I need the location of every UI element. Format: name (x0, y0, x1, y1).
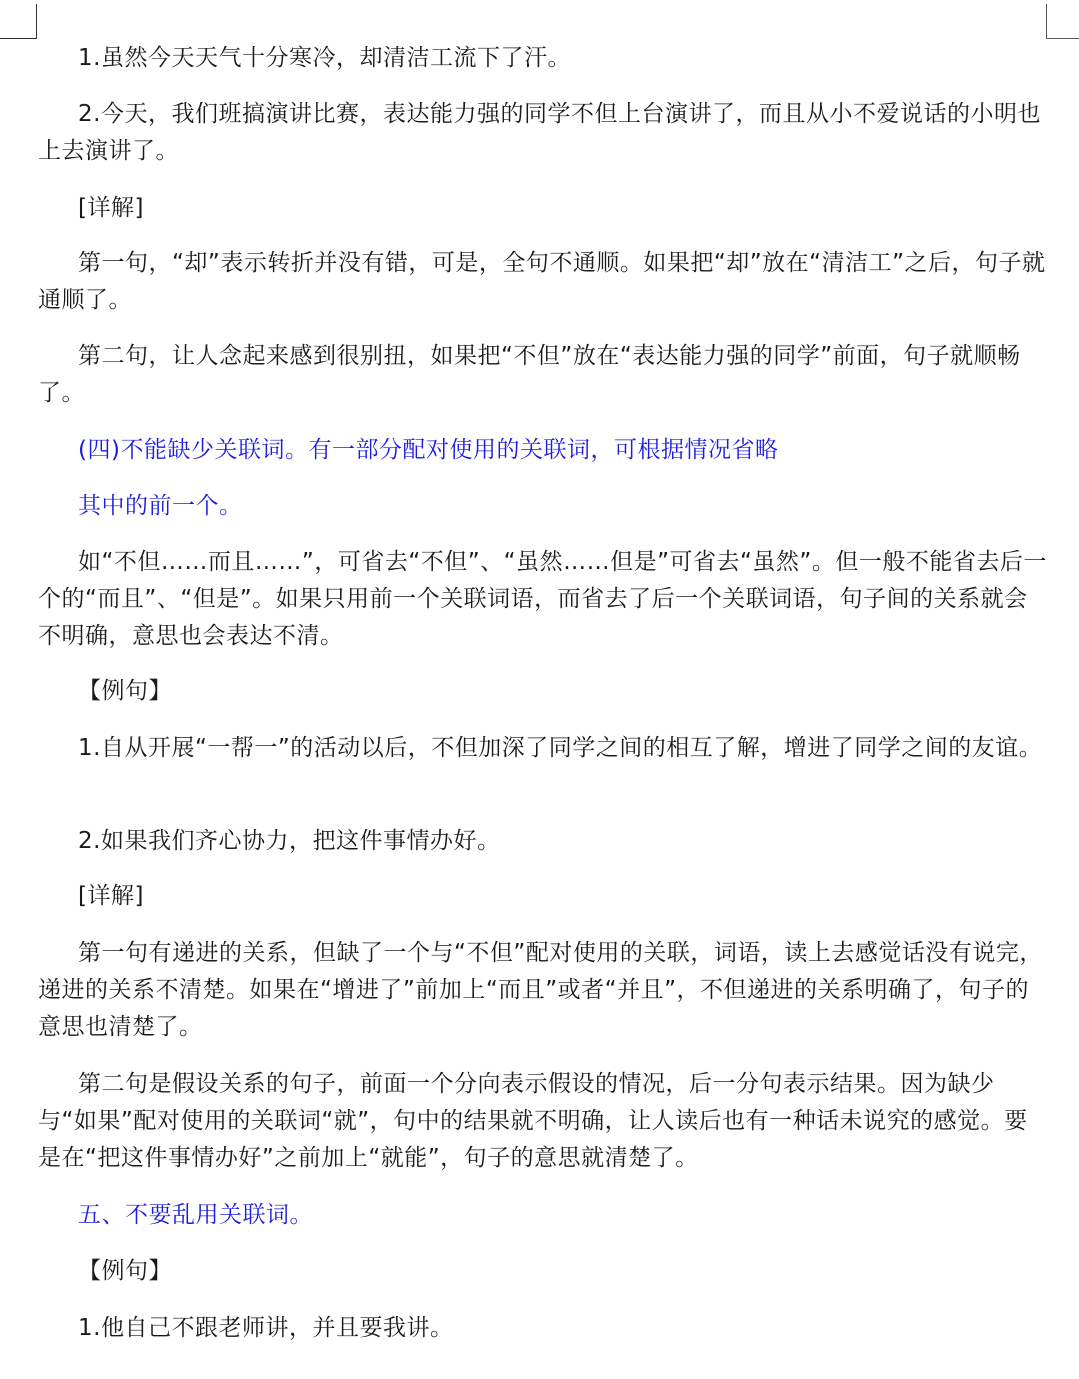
section-heading-4: (四)不能缺少关联词。有一部分配对使用的关联词，可根据情况省略 (78, 437, 779, 463)
crop-mark-top-left (0, 4, 37, 39)
section-heading-4-continued: 其中的前一个。 (78, 493, 243, 519)
example-sentence-4: 2.如果我们齐心协力，把这件事情办好。 (78, 828, 501, 854)
example-sentence-5: 1.他自己不跟老师讲，并且要我讲。 (78, 1315, 454, 1341)
explanation-paragraph-2: 第二句，让人念起来感到很别扭，如果把“不但”放在“表达能力强的同学”前面，句子就顺畅了。 (38, 343, 1021, 406)
explanation-label-2: [详解] (78, 883, 144, 909)
example-label: 【例句】 (78, 678, 172, 704)
explanation-paragraph-3: 第一句有递进的关系，但缺了一个与“不但”配对使用的关联，词语，读上去感觉话没有说完，递进的关系不清楚。如果在“增进了”前加上“而且”或者“并且”，不但递进的关系明确了，句子的意思也清楚了。 (38, 940, 1043, 1040)
example-sentence-3: 1.自从开展“一帮一”的活动以后，不但加深了同学之间的相互了解，增进了同学之间的友谊。 (78, 735, 1043, 761)
explanation-label: [详解] (78, 195, 144, 221)
explanation-paragraph-4: 第二句是假设关系的句子，前面一个分向表示假设的情况，后一分句表示结果。因为缺少与“如果”配对使用的关联词“就”，句中的结果就不明确，让人读后也有一种话未说究的感觉。要是在“把这件事情办好”之前加上“就能”，句子的意思就清楚了。 (38, 1071, 1028, 1171)
example-sentence-2: 2.今天，我们班搞演讲比赛，表达能力强的同学不但上台演讲了，而且从小不爱说话的小明也上去演讲了。 (38, 101, 1041, 164)
section-heading-5: 五、不要乱用关联词。 (78, 1202, 313, 1228)
example-sentence-1: 1.虽然今天天气十分寒冷，却清洁工流下了汗。 (78, 45, 571, 71)
rule-explanation: 如“不但……而且……”，可省去“不但”、“虽然……但是”可省去“虽然”。但一般不能省去后一个的“而且”、“但是”。如果只用前一个关联词语，而省去了后一个关联词语，句子间的关系就会不明确，意思也会表达不清。 (38, 549, 1047, 649)
explanation-paragraph-1: 第一句，“却”表示转折并没有错，可是，全句不通顺。如果把“却”放在“清洁工”之后，句子就通顺了。 (38, 250, 1046, 313)
crop-mark-top-right (1046, 4, 1079, 39)
example-label-2: 【例句】 (78, 1258, 172, 1284)
